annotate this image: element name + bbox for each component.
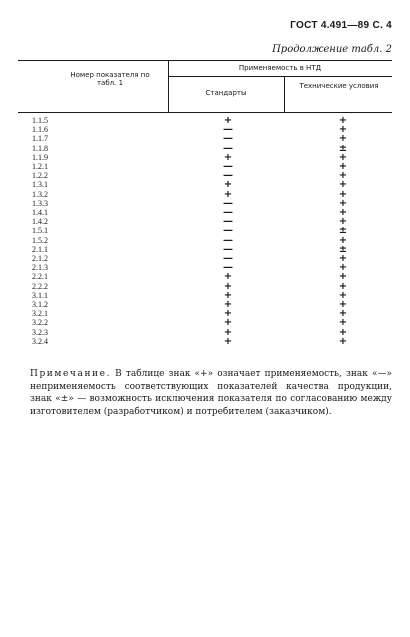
standards-cell: + (223, 308, 233, 320)
tech-conditions-cell: + (338, 253, 348, 264)
row-number: 3.1.2 (32, 300, 48, 309)
standards-cell: — (223, 234, 233, 246)
row-number: 2.1.3 (32, 263, 48, 273)
tech-conditions-cell: + (338, 289, 348, 301)
tech-conditions-cell: + (338, 299, 348, 310)
header-bottom-rule (18, 112, 392, 113)
standards-cell: + (223, 271, 233, 283)
tech-conditions-cell: + (338, 326, 348, 338)
row-number: 3.1.1 (32, 290, 48, 300)
tech-conditions-cell: + (338, 124, 348, 136)
tech-conditions-cell: + (338, 262, 348, 274)
tech-conditions-cell: ± (338, 142, 348, 154)
header-subdivider (168, 76, 392, 77)
col-header-applicability: Применяемость в НТД (238, 64, 322, 72)
row-number: 3.2.2 (32, 318, 48, 328)
tech-conditions-cell: + (338, 161, 348, 172)
tech-conditions-cell: + (338, 207, 348, 218)
standards-cell: — (223, 161, 233, 172)
row-number: 1.4.2 (32, 217, 48, 227)
col-header-standards: Стандарты (205, 89, 247, 97)
standards-cell: + (223, 317, 233, 329)
tech-conditions-cell: + (338, 280, 348, 292)
tech-conditions-cell: + (338, 271, 348, 283)
row-number: 1.2.1 (32, 162, 48, 171)
tech-conditions-cell: + (338, 115, 348, 126)
row-number: 2.2.1 (32, 272, 48, 282)
row-number: 1.2.2 (32, 171, 48, 181)
note (30, 368, 392, 418)
row-number: 2.2.2 (32, 281, 48, 291)
row-number: 2.1.2 (32, 254, 48, 263)
standards-cell: + (223, 280, 233, 292)
standards-cell: — (223, 207, 233, 218)
tech-conditions-cell: + (338, 188, 348, 200)
standards-cell: + (223, 151, 233, 163)
note-text: В таблице знак «+» означает применяемость, знак «—» неприменяемость соответствующих показателей качества продукции, знак «±» — возможность исключения показателя по согласованию между изготовителем (разработчиком) и потребителем (заказчиком). (30, 369, 392, 417)
standards-cell: — (223, 197, 233, 209)
tech-conditions-cell: + (338, 308, 348, 320)
standards-cell: + (223, 289, 233, 301)
row-number: 1.3.1 (32, 180, 48, 190)
row-number: 1.3.3 (32, 198, 48, 208)
row-number: 1.1.6 (32, 125, 48, 135)
standards-cell: — (223, 142, 233, 154)
tech-conditions-cell: + (338, 234, 348, 246)
tech-conditions-cell: + (338, 197, 348, 209)
standards-cell: + (223, 335, 233, 347)
standards-cell: — (223, 133, 233, 145)
page-header: ГОСТ 4.491—89 С. 4 (290, 20, 392, 31)
note-title: Примечание. (30, 369, 112, 379)
row-number: 3.2.3 (32, 327, 48, 337)
tech-conditions-cell: + (338, 216, 348, 228)
row-number: 1.1.5 (32, 116, 48, 125)
table-continuation-caption: Продолжение табл. 2 (272, 44, 392, 55)
tech-conditions-cell: ± (338, 243, 348, 255)
standards-cell: — (223, 216, 233, 228)
col-header-tech-conditions: Технические условия (299, 82, 379, 90)
row-number: 2.1.1 (32, 244, 48, 254)
tech-conditions-cell: + (338, 179, 348, 191)
standards-cell: — (223, 253, 233, 264)
tech-conditions-cell: + (338, 170, 348, 182)
standards-cell: — (223, 225, 233, 237)
standards-cell: — (223, 243, 233, 255)
standards-cell: + (223, 188, 233, 200)
tech-conditions-cell: + (338, 133, 348, 145)
standards-cell: — (223, 262, 233, 274)
row-number: 1.4.1 (32, 208, 48, 217)
row-number: 1.1.7 (32, 134, 48, 144)
standards-cell: — (223, 124, 233, 136)
tech-conditions-cell: + (338, 317, 348, 329)
row-number: 3.2.1 (32, 309, 48, 319)
row-number: 1.1.9 (32, 152, 48, 162)
row-number: 1.5.2 (32, 235, 48, 245)
standards-cell: + (223, 179, 233, 191)
table-top-rule (18, 60, 392, 61)
tech-conditions-cell: ± (338, 225, 348, 237)
col-header-indicator: Номер показателя по табл. 1 (70, 71, 150, 88)
standards-cell: + (223, 115, 233, 126)
subheader-divider-vertical (284, 76, 285, 112)
standards-cell: + (223, 326, 233, 338)
standards-cell: — (223, 170, 233, 182)
row-number: 1.5.1 (32, 226, 48, 236)
row-number: 1.1.8 (32, 143, 48, 153)
tech-conditions-cell: + (338, 151, 348, 163)
row-number: 3.2.4 (32, 336, 48, 346)
standards-cell: + (223, 299, 233, 310)
tech-conditions-cell: + (338, 335, 348, 347)
row-number: 1.3.2 (32, 189, 48, 199)
